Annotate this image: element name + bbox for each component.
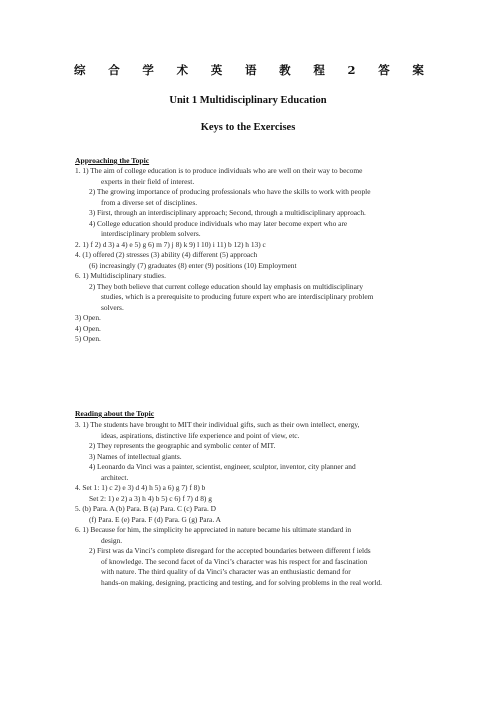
answer-line: hands-on making, designing, practicing and testing, and for solving problems in the real world. bbox=[101, 577, 382, 587]
answer-line: 3) First, through an interdisciplinary approach; Second, through a multidisciplinary approach. bbox=[89, 208, 366, 217]
answer-line: 2) They represents the geographic and symbolic center of MIT. bbox=[89, 441, 276, 450]
section-title-reading: Reading about the Topic bbox=[75, 409, 155, 418]
section-body-approaching bbox=[75, 166, 435, 345]
answer-line: 5. (b) Para. A (b) Para. B (a) Para. C (c) Para. D bbox=[75, 504, 216, 513]
answer-line: 1. 1) The aim of college education is to produce individuals who are well on their way to become bbox=[75, 166, 363, 175]
header-char: 综 bbox=[74, 63, 86, 77]
header-char: 英 bbox=[210, 63, 223, 77]
header-char: 学 bbox=[142, 63, 154, 77]
answer-line: 4. (1) offered (2) stresses (3) ability (4) different (5) approach bbox=[75, 250, 258, 259]
section-body-reading bbox=[75, 420, 435, 588]
answer-line: 2) They both believe that current college education should lay emphasis on multidisciplinary bbox=[89, 281, 364, 291]
answer-line: 2. 1) f 2) d 3) a 4) e 5) g 6) m 7) j 8) k 9) l 10) i 11) b 12) h 13) c bbox=[75, 239, 266, 249]
answer-line: 4) Leonardo da Vinci was a painter, scientist, engineer, sculptor, inventor, city planner and bbox=[89, 462, 356, 471]
answer-line: 3. 1) The students have brought to MIT their individual gifts, such as their own intellect, energy, bbox=[75, 420, 360, 429]
answer-line: studies, which is a prerequisite to producing future expert who are interdisciplinary problem bbox=[101, 292, 374, 301]
answer-line: 5) Open. bbox=[75, 334, 101, 343]
answer-line: 3) Open. bbox=[75, 313, 101, 322]
unit-title: Unit 1 Multidisciplinary Education bbox=[169, 95, 327, 106]
answer-line: interdisciplinary problem solvers. bbox=[101, 229, 201, 238]
header-char: 案 bbox=[412, 63, 424, 77]
answer-line: 3) Names of intellectual giants. bbox=[89, 451, 182, 461]
answer-line: from a diverse set of disciplines. bbox=[101, 197, 198, 207]
answer-line: ideas, aspirations, distinctive life experience and point of view, etc. bbox=[101, 430, 300, 440]
answer-line: experts in their field of interest. bbox=[101, 176, 195, 186]
answer-line: with nature. The third quality of da Vinci’s character was an enthusiastic demand for bbox=[101, 567, 351, 576]
document-header bbox=[74, 62, 424, 78]
section-title-approaching: Approaching the Topic bbox=[75, 156, 150, 165]
header-char: 程 bbox=[313, 63, 325, 77]
header-char: 术 bbox=[176, 63, 189, 77]
answer-line: solvers. bbox=[101, 302, 124, 312]
header-char: 答 bbox=[378, 63, 390, 77]
answer-line: (f) Para. E (e) Para. F (d) Para. G (g) Para. A bbox=[89, 514, 221, 524]
answer-line: (6) increasingly (7) graduates (8) enter (9) positions (10) Employment bbox=[89, 260, 297, 270]
header-char: 合 bbox=[108, 63, 120, 77]
answer-line: 2) First was da Vinci’s complete disregard for the accepted boundaries between different f ields bbox=[89, 546, 371, 555]
answer-line: of knowledge. The second facet of da Vinci’s character was his respect for and fascination bbox=[101, 556, 368, 566]
answer-line: design. bbox=[101, 535, 123, 545]
answer-line: architect. bbox=[101, 472, 129, 482]
header-char: 语 bbox=[244, 63, 257, 77]
answer-line: 4. Set 1: 1) c 2) e 3) d 4) h 5) a 6) g 7) f 8) b bbox=[75, 483, 206, 492]
answer-line: 4) Open. bbox=[75, 323, 101, 333]
answer-line: 4) College education should produce individuals who may later become expert who are bbox=[89, 218, 348, 228]
keys-title: Keys to the Exercises bbox=[200, 122, 296, 133]
answer-line: 6. 1) Because for him, the simplicity he appreciated in nature became his ultimate standard in bbox=[75, 525, 352, 534]
header-char: 教 bbox=[279, 63, 291, 77]
answer-line: Set 2: 1) e 2) a 3) h 4) b 5) c 6) f 7) d 8) g bbox=[89, 493, 212, 503]
header-char: 2 bbox=[347, 63, 356, 77]
answer-line: 6. 1) Multidisciplinary studies. bbox=[75, 271, 166, 280]
answer-line: 2) The growing importance of producing professionals who have the skills to work with people bbox=[89, 187, 371, 196]
